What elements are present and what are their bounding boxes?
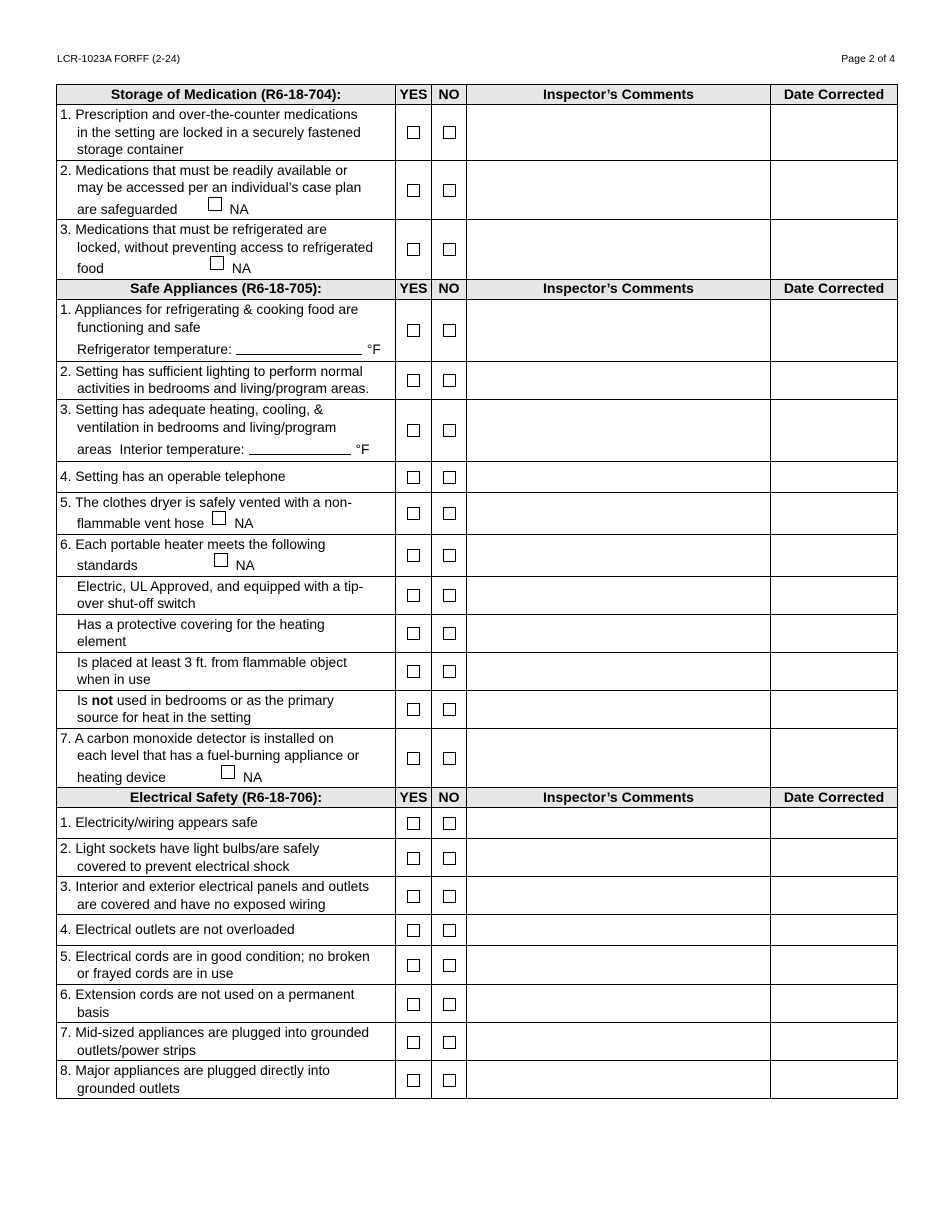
comments-cell[interactable] <box>467 614 771 652</box>
comments-header: Inspector’s Comments <box>467 788 771 808</box>
date-corrected-cell[interactable] <box>771 299 898 361</box>
item-text: 6. Each portable heater meets the following standards NA <box>57 534 396 576</box>
item-text: 3. Setting has adequate heating, cooling, & ventilation in bedrooms and living/program areas Interior temperature: °F <box>57 399 396 461</box>
no-checkbox[interactable] <box>443 817 456 830</box>
no-checkbox[interactable] <box>443 959 456 972</box>
yes-checkbox[interactable] <box>407 507 420 520</box>
no-checkbox[interactable] <box>443 126 456 139</box>
yes-checkbox[interactable] <box>407 665 420 678</box>
comments-header: Inspector’s Comments <box>467 279 771 299</box>
yes-checkbox[interactable] <box>407 184 420 197</box>
table-row <box>57 808 898 839</box>
section-header-medication <box>57 85 898 105</box>
date-corrected-header: Date Corrected <box>771 85 898 105</box>
no-checkbox[interactable] <box>443 374 456 387</box>
comments-cell[interactable] <box>467 839 771 877</box>
item-text: 1. Appliances for refrigerating & cooking food are functioning and safe Refrigerator temperature: °F <box>57 299 396 361</box>
comments-cell[interactable] <box>467 576 771 614</box>
comments-cell[interactable] <box>467 299 771 361</box>
comments-cell[interactable] <box>467 690 771 728</box>
comments-cell[interactable] <box>467 877 771 915</box>
section-header-appliances <box>57 279 898 299</box>
date-corrected-cell[interactable] <box>771 492 898 534</box>
date-corrected-cell[interactable] <box>771 728 898 788</box>
date-corrected-cell[interactable] <box>771 915 898 946</box>
table-row <box>57 690 898 728</box>
table-row <box>57 839 898 877</box>
form-id: LCR-1023A FORFF (2-24) <box>57 53 181 65</box>
no-checkbox[interactable] <box>443 998 456 1011</box>
na-label: NA <box>242 769 263 785</box>
comments-cell[interactable] <box>467 1061 771 1099</box>
item-text: Electric, UL Approved, and equipped with a tip- over shut-off switch <box>57 576 396 614</box>
no-checkbox[interactable] <box>443 589 456 602</box>
no-checkbox[interactable] <box>443 507 456 520</box>
table-row <box>57 1061 898 1099</box>
no-checkbox[interactable] <box>443 184 456 197</box>
item-text: 7. A carbon monoxide detector is installed on each level that has a fuel-burning appliance or heating device NA <box>57 728 396 788</box>
item-text: 1. Electricity/wiring appears safe <box>57 808 396 839</box>
date-corrected-cell[interactable] <box>771 576 898 614</box>
no-checkbox[interactable] <box>443 890 456 903</box>
na-checkbox[interactable] <box>214 553 228 567</box>
date-corrected-cell[interactable] <box>771 614 898 652</box>
item-text: Is not used in bedrooms or as the primary source for heat in the setting <box>57 690 396 728</box>
yes-header: YES <box>396 85 432 105</box>
item-text: 5. The clothes dryer is safely vented with a non- flammable vent hose NA <box>57 492 396 534</box>
na-label: NA <box>234 516 254 531</box>
date-corrected-cell[interactable] <box>771 808 898 839</box>
yes-header: YES <box>396 279 432 299</box>
table-row <box>57 220 898 280</box>
na-checkbox[interactable] <box>221 765 235 779</box>
yes-checkbox[interactable] <box>407 852 420 865</box>
comments-cell[interactable] <box>467 808 771 839</box>
no-checkbox[interactable] <box>443 627 456 640</box>
date-corrected-cell[interactable] <box>771 1023 898 1061</box>
no-checkbox[interactable] <box>443 1074 456 1087</box>
yes-checkbox[interactable] <box>407 752 420 765</box>
no-header: NO <box>432 279 467 299</box>
table-row <box>57 361 898 399</box>
table-row <box>57 105 898 161</box>
table-row <box>57 461 898 492</box>
date-corrected-cell[interactable] <box>771 105 898 161</box>
refrigerator-temperature-field[interactable] <box>236 342 362 355</box>
yes-checkbox[interactable] <box>407 243 420 256</box>
comments-cell[interactable] <box>467 220 771 280</box>
item-text: 3. Medications that must be refrigerated are locked, without preventing access to refrigerated food NA <box>57 220 396 280</box>
no-checkbox[interactable] <box>443 324 456 337</box>
comments-cell[interactable] <box>467 399 771 461</box>
table-row <box>57 576 898 614</box>
interior-temperature-field[interactable] <box>249 442 351 455</box>
item-text: 4. Setting has an operable telephone <box>57 461 396 492</box>
date-corrected-cell[interactable] <box>771 361 898 399</box>
table-row <box>57 534 898 576</box>
no-checkbox[interactable] <box>443 549 456 562</box>
na-label: NA <box>235 558 255 573</box>
yes-checkbox[interactable] <box>407 374 420 387</box>
date-corrected-cell[interactable] <box>771 946 898 985</box>
table-row <box>57 399 898 461</box>
table-row <box>57 946 898 985</box>
no-checkbox[interactable] <box>443 243 456 256</box>
item-text: 5. Electrical cords are in good condition; no broken or frayed cords are in use <box>57 946 396 985</box>
comments-cell[interactable] <box>467 105 771 161</box>
section-title: Storage of Medication (R6-18-704): <box>57 85 396 105</box>
yes-checkbox[interactable] <box>407 998 420 1011</box>
item-text: 2. Medications that must be readily available or may be accessed per an individual’s case plan are safeguarded NA <box>57 160 396 220</box>
no-checkbox[interactable] <box>443 752 456 765</box>
table-row <box>57 652 898 690</box>
date-corrected-cell[interactable] <box>771 985 898 1023</box>
yes-checkbox[interactable] <box>407 890 420 903</box>
table-row <box>57 492 898 534</box>
table-row <box>57 985 898 1023</box>
comments-cell[interactable] <box>467 728 771 788</box>
comments-cell[interactable] <box>467 492 771 534</box>
date-corrected-cell[interactable] <box>771 1061 898 1099</box>
table-row <box>57 614 898 652</box>
inspection-table <box>56 84 898 1099</box>
section-title: Safe Appliances (R6-18-705): <box>57 279 396 299</box>
na-label: NA <box>231 261 252 276</box>
table-row <box>57 160 898 220</box>
section-header-electrical <box>57 788 898 808</box>
yes-checkbox[interactable] <box>407 924 420 937</box>
date-corrected-header: Date Corrected <box>771 788 898 808</box>
item-text: 8. Major appliances are plugged directly into grounded outlets <box>57 1061 396 1099</box>
yes-checkbox[interactable] <box>407 1074 420 1087</box>
comments-cell[interactable] <box>467 915 771 946</box>
no-header: NO <box>432 788 467 808</box>
yes-checkbox[interactable] <box>407 324 420 337</box>
table-row <box>57 915 898 946</box>
comments-cell[interactable] <box>467 461 771 492</box>
date-corrected-header: Date Corrected <box>771 279 898 299</box>
item-text: 6. Extension cords are not used on a permanent basis <box>57 985 396 1023</box>
date-corrected-cell[interactable] <box>771 160 898 220</box>
comments-cell[interactable] <box>467 534 771 576</box>
yes-checkbox[interactable] <box>407 627 420 640</box>
item-text: 2. Light sockets have light bulbs/are safely covered to prevent electrical shock <box>57 839 396 877</box>
date-corrected-cell[interactable] <box>771 652 898 690</box>
item-text: 1. Prescription and over-the-counter medications in the setting are locked in a securely fastened storage container <box>57 105 396 161</box>
na-label: NA <box>229 201 249 217</box>
comments-cell[interactable] <box>467 160 771 220</box>
item-text: 3. Interior and exterior electrical panels and outlets are covered and have no exposed wiring <box>57 877 396 915</box>
section-title: Electrical Safety (R6-18-706): <box>57 788 396 808</box>
date-corrected-cell[interactable] <box>771 399 898 461</box>
comments-header: Inspector’s Comments <box>467 85 771 105</box>
date-corrected-cell[interactable] <box>771 690 898 728</box>
comments-cell[interactable] <box>467 361 771 399</box>
no-checkbox[interactable] <box>443 852 456 865</box>
date-corrected-cell[interactable] <box>771 461 898 492</box>
yes-checkbox[interactable] <box>407 703 420 716</box>
yes-checkbox[interactable] <box>407 959 420 972</box>
no-checkbox[interactable] <box>443 703 456 716</box>
no-checkbox[interactable] <box>443 924 456 937</box>
no-header: NO <box>432 85 467 105</box>
table-row <box>57 728 898 788</box>
no-checkbox[interactable] <box>443 471 456 484</box>
no-checkbox[interactable] <box>443 1036 456 1049</box>
comments-cell[interactable] <box>467 985 771 1023</box>
yes-checkbox[interactable] <box>407 424 420 437</box>
item-text: 7. Mid-sized appliances are plugged into grounded outlets/power strips <box>57 1023 396 1061</box>
table-row <box>57 877 898 915</box>
item-text: 2. Setting has sufficient lighting to perform normal activities in bedrooms and living/program areas. <box>57 361 396 399</box>
date-corrected-cell[interactable] <box>771 220 898 280</box>
comments-cell[interactable] <box>467 652 771 690</box>
na-checkbox[interactable] <box>208 197 222 211</box>
comments-cell[interactable] <box>467 1023 771 1061</box>
comments-cell[interactable] <box>467 946 771 985</box>
na-checkbox[interactable] <box>210 256 224 270</box>
date-corrected-cell[interactable] <box>771 839 898 877</box>
yes-checkbox[interactable] <box>407 589 420 602</box>
na-checkbox[interactable] <box>212 511 226 525</box>
table-row <box>57 1023 898 1061</box>
item-text: 4. Electrical outlets are not overloaded <box>57 915 396 946</box>
page-number: Page 2 of 4 <box>841 53 895 65</box>
yes-checkbox[interactable] <box>407 1036 420 1049</box>
yes-header: YES <box>396 788 432 808</box>
date-corrected-cell[interactable] <box>771 877 898 915</box>
yes-checkbox[interactable] <box>407 126 420 139</box>
yes-checkbox[interactable] <box>407 549 420 562</box>
yes-checkbox[interactable] <box>407 471 420 484</box>
date-corrected-cell[interactable] <box>771 534 898 576</box>
table-row <box>57 299 898 361</box>
item-text: Is placed at least 3 ft. from flammable object when in use <box>57 652 396 690</box>
no-checkbox[interactable] <box>443 665 456 678</box>
item-text: Has a protective covering for the heating element <box>57 614 396 652</box>
yes-checkbox[interactable] <box>407 817 420 830</box>
no-checkbox[interactable] <box>443 424 456 437</box>
